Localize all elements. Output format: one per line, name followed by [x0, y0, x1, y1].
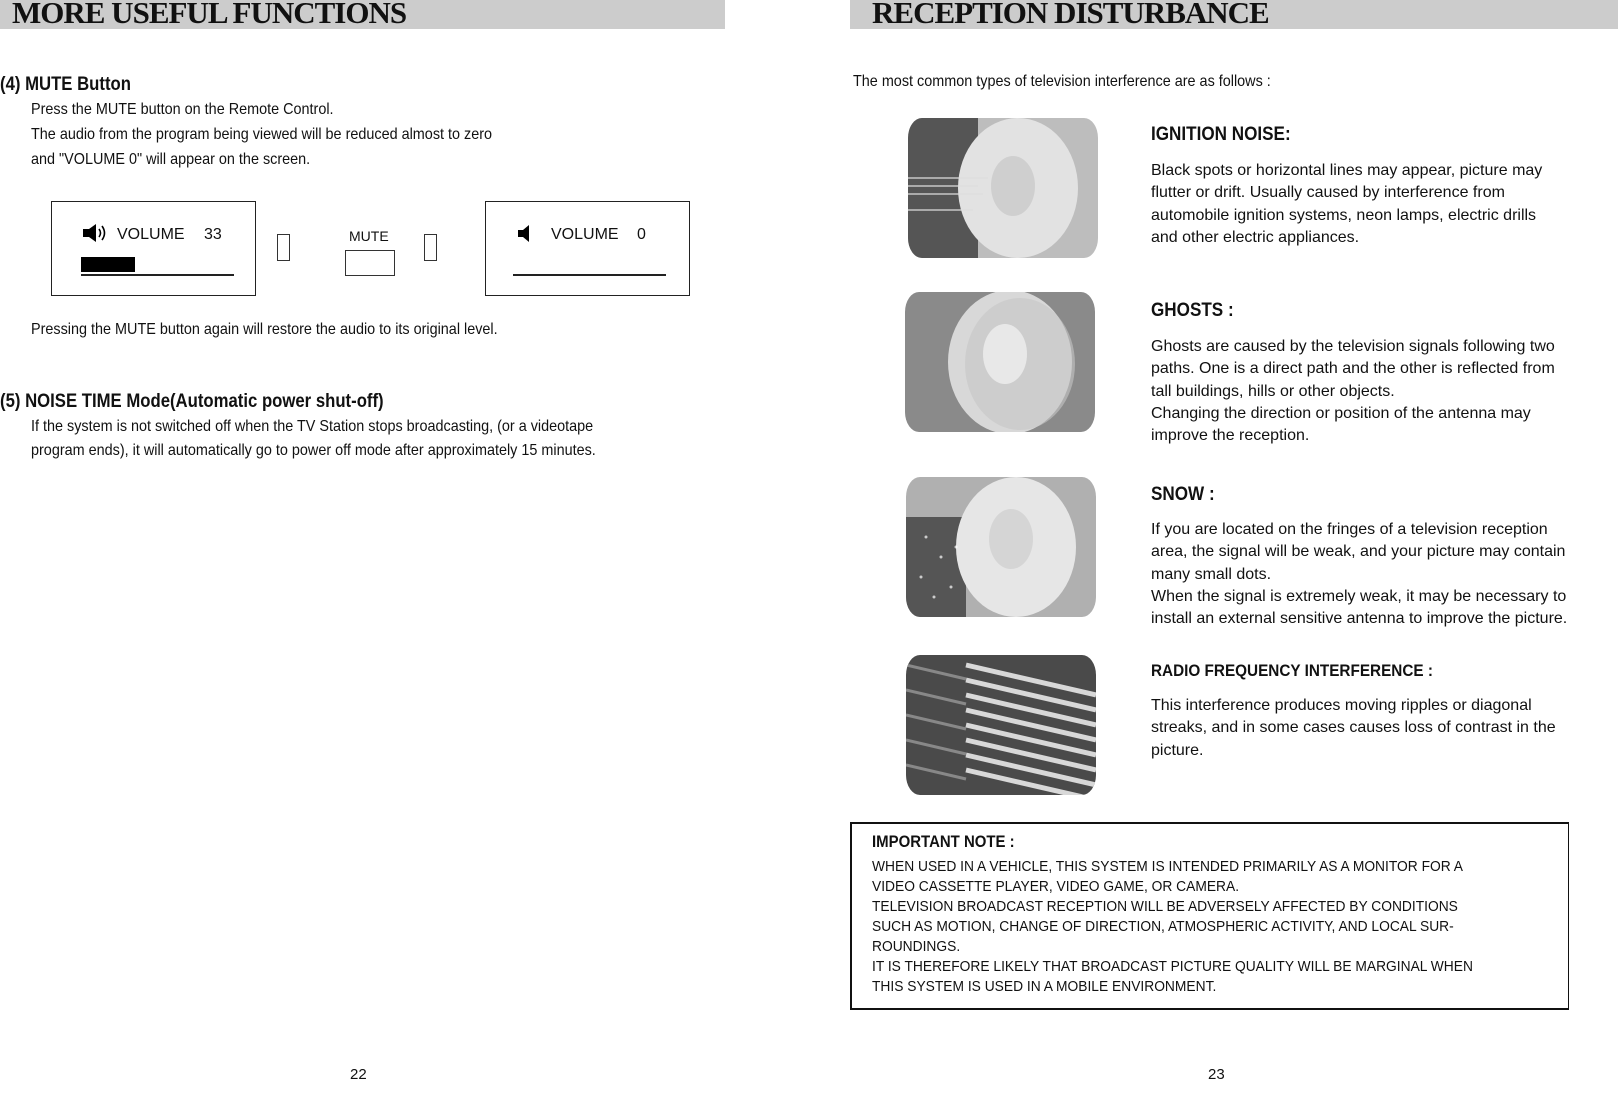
left-page [0, 0, 760, 1115]
mute-heading: (4) MUTE Button [0, 74, 131, 95]
tv-rf-interference-image [906, 655, 1096, 795]
text-line: THIS SYSTEM IS USED IN A MOBILE ENVIRONMENT. [872, 978, 1217, 995]
osd-volume-after [485, 201, 690, 296]
speaker-muted-icon [517, 225, 533, 242]
speaker-sound-icon [82, 224, 112, 242]
important-note-heading: IMPORTANT NOTE : [872, 832, 1015, 851]
arrow-icon [277, 234, 290, 261]
ignition-noise-text [1151, 160, 1542, 249]
noise-line-1: If the system is not switched off when the TV Station stops broadcasting, (or a videotape [31, 418, 594, 435]
page-title: MORE USEFUL FUNCTIONS [12, 0, 407, 30]
title-bar [850, 0, 1618, 29]
tv-ghosts-image [905, 292, 1095, 432]
text-line: TELEVISION BROADCAST RECEPTION WILL BE ADVERSELY AFFECTED BY CONDITIONS [872, 898, 1458, 915]
intro-text: The most common types of television interference are as follows : [853, 73, 1271, 90]
page-title: RECEPTION DISTURBANCE [872, 0, 1269, 30]
rf-interference-text [1151, 695, 1556, 762]
snow-heading: SNOW : [1151, 484, 1215, 505]
text-line: SUCH AS MOTION, CHANGE OF DIRECTION, ATMOSPHERIC ACTIVITY, AND LOCAL SUR- [872, 918, 1454, 935]
mute-line-3: and "VOLUME 0" will appear on the screen. [31, 151, 311, 168]
text-line: ROUNDINGS. [872, 938, 961, 955]
arrow-icon [424, 234, 437, 261]
mute-line-2: The audio from the program being viewed will be reduced almost to zero [31, 126, 493, 143]
ghosts-text [1151, 336, 1555, 447]
text-line: When the signal is extremely weak, it may be necessary to [1151, 587, 1567, 605]
mute-button-drawing [345, 250, 395, 276]
page-number: 22 [350, 1066, 367, 1083]
text-line: many small dots. [1151, 565, 1272, 583]
osd-volume-value: 33 [204, 226, 222, 243]
text-line: automobile ignition systems, neon lamps, electric drills [1151, 206, 1537, 224]
text-line: and other electric appliances. [1151, 228, 1360, 246]
tv-ignition-noise-image [908, 118, 1098, 258]
text-line: flutter or drift. Usually caused by interference from [1151, 184, 1505, 202]
osd-volume-value: 0 [637, 226, 646, 243]
text-line: WHEN USED IN A VEHICLE, THIS SYSTEM IS INTENDED PRIMARILY AS A MONITOR FOR A [872, 858, 1463, 875]
text-line: This interference produces moving ripples or diagonal [1151, 697, 1532, 714]
osd-volume-label: VOLUME [117, 226, 185, 243]
text-line: Black spots or horizontal lines may appear, picture may [1151, 162, 1543, 179]
ignition-noise-heading: IGNITION NOISE: [1151, 124, 1291, 145]
restore-line: Pressing the MUTE button again will restore the audio to its original level. [31, 321, 498, 338]
text-line: tall buildings, hills or other objects. [1151, 382, 1395, 400]
important-note-text [872, 857, 1473, 997]
snow-text [1151, 519, 1567, 630]
text-line: If you are located on the fringes of a television reception [1151, 521, 1548, 538]
text-line: Ghosts are caused by the television signals following two [1151, 338, 1555, 355]
osd-volume-label: VOLUME [551, 226, 619, 243]
osd-volume-before [51, 201, 256, 296]
noise-line-2: program ends), it will automatically go to power off mode after approximately 15 minutes. [31, 442, 596, 459]
volume-bar-track [81, 274, 234, 276]
text-line: Changing the direction or position of the antenna may [1151, 404, 1531, 422]
page-number: 23 [1208, 1066, 1225, 1083]
mute-button-label: MUTE [349, 228, 389, 244]
text-line: VIDEO CASSETTE PLAYER, VIDEO GAME, OR CAMERA. [872, 878, 1240, 895]
mute-line-1: Press the MUTE button on the Remote Control. [31, 101, 334, 118]
tv-snow-image [906, 477, 1096, 617]
rf-interference-heading: RADIO FREQUENCY INTERFERENCE : [1151, 661, 1433, 680]
volume-bar-fill [81, 257, 135, 272]
ghosts-heading: GHOSTS : [1151, 300, 1234, 321]
text-line: paths. One is a direct path and the other is reflected from [1151, 360, 1555, 378]
important-note-box [850, 822, 1569, 1010]
text-line: improve the reception. [1151, 427, 1310, 445]
noise-time-heading: (5) NOISE TIME Mode(Automatic power shut-off) [0, 391, 384, 412]
text-line: area, the signal will be weak, and your picture may contain [1151, 543, 1566, 561]
text-line: install an external sensitive antenna to improve the picture. [1151, 610, 1568, 628]
volume-bar-track [513, 274, 666, 276]
text-line: streaks, and in some cases causes loss of contrast in the [1151, 719, 1556, 737]
text-line: picture. [1151, 741, 1204, 759]
text-line: IT IS THEREFORE LIKELY THAT BROADCAST PICTURE QUALITY WILL BE MARGINAL WHEN [872, 958, 1473, 975]
title-bar [0, 0, 725, 29]
